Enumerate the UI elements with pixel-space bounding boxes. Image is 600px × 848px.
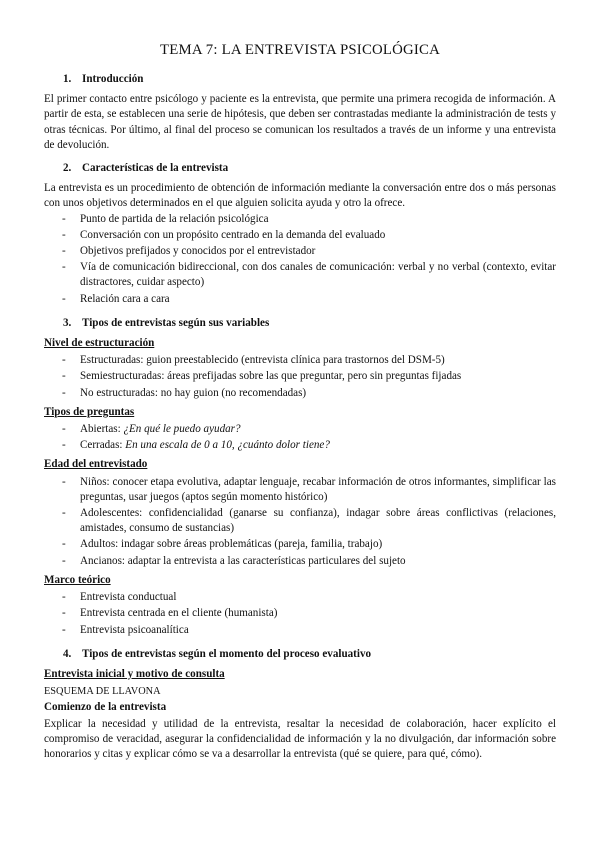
marco-list [44, 590, 556, 638]
list-item: - Niños: conocer etapa evolutiva, adaptar lenguaje, recabar información de otros informantes, simplificar las preguntas, usar juegos (aptos según momento histórico) [44, 475, 556, 505]
list-item: - Ancianos: adaptar la entrevista a las características particulares del sujeto [44, 554, 556, 569]
list-item: - Estructuradas: guion preestablecido (entrevista clínica para trastornos del DSM-5) [44, 353, 556, 368]
subheading-nivel: Nivel de estructuración [44, 337, 155, 350]
list-item [44, 422, 556, 437]
section-2-paragraph: La entrevista es un procedimiento de obtención de información mediante la conversación entre dos o más personas con unos objetivos determinados en el que alguien solicita ayuda y otro la ofrece. [44, 182, 556, 210]
section-number: 4. [63, 647, 72, 660]
list-item: - Punto de partida de la relación psicológica [44, 212, 556, 227]
page-title: TEMA 7: LA ENTREVISTA PSICOLÓGICA [160, 42, 440, 58]
section-1-heading [63, 72, 556, 87]
section-number: 1. [63, 73, 72, 85]
characteristics-list [44, 212, 556, 307]
list-item: - Adolescentes: confidencialidad (ganarse su confianza), indagar sobre áreas conflictivas (relaciones, amistades, consumo de sustancias) [44, 506, 556, 536]
list-item [44, 438, 556, 453]
item-label: Abiertas: [80, 423, 121, 436]
subheading-tipos: Tipos de preguntas [44, 405, 135, 418]
item-example: En una escala de 0 a 10, ¿cuánto dolor tiene? [125, 439, 330, 452]
tipos-list [44, 422, 556, 453]
subheading-marco: Marco teórico [44, 573, 111, 586]
item-example: ¿En qué le puedo ayudar? [123, 423, 241, 436]
section-number: 3. [63, 316, 72, 329]
comienzo-paragraph: Explicar la necesidad y utilidad de la entrevista, resaltar la necesidad de colaboración, hacer explícito el compromiso de veracidad, asegurar la confidencialidad de información y la no divulgación, dar información sobre honorarios y citas y explicar cómo se va a desarrollar la entrevista (qué se quiere, para qué, cómo). [44, 717, 556, 760]
list-item: - Entrevista conductual [44, 590, 556, 605]
section-4-heading [63, 647, 556, 662]
nivel-list [44, 353, 556, 401]
list-item: - No estructuradas: no hay guion (no recomendadas) [44, 386, 556, 401]
esquema-label: ESQUEMA DE LLAVONA [44, 686, 161, 698]
section-2-heading [63, 161, 556, 176]
list-item: - Relación cara a cara [44, 292, 556, 307]
section-number: 2. [63, 162, 72, 175]
subheading-comienzo: Comienzo de la entrevista [44, 701, 167, 714]
subheading-inicial: Entrevista inicial y motivo de consulta [44, 667, 225, 680]
list-item: - Vía de comunicación bidireccional, con dos canales de comunicación: verbal y no verbal (contexto, evitar distractores, cuidar aspecto) [44, 260, 556, 290]
list-item: - Conversación con un propósito centrado en la demanda del evaluado [44, 228, 556, 243]
list-item: - Entrevista psicoanalítica [44, 623, 556, 638]
section-3-heading [63, 316, 556, 331]
list-item: - Adultos: indagar sobre áreas problemáticas (pareja, familia, trabajo) [44, 537, 556, 552]
list-item: - Entrevista centrada en el cliente (humanista) [44, 606, 556, 621]
section-title: Tipos de entrevistas según el momento del proceso evaluativo [82, 647, 372, 660]
edad-list [44, 475, 556, 569]
item-label: Cerradas: [80, 439, 123, 452]
section-title: Introducción [82, 73, 144, 85]
subheading-edad: Edad del entrevistado [44, 458, 148, 471]
section-1-paragraph: El primer contacto entre psicólogo y paciente es la entrevista, que permite una primera recogida de información. A partir de esta, se establecen una serie de hipótesis, que deben ser contrastadas mediante la administración de tests y otras técnicas. Por último, al final del proceso se comunican los resultados a través de un informe y una entrevista de devolución. [44, 93, 556, 151]
section-title: Características de la entrevista [82, 162, 229, 175]
list-item: - Semiestructuradas: áreas prefijadas sobre las que preguntar, pero sin preguntas fijadas [44, 369, 556, 384]
list-item: - Objetivos prefijados y conocidos por el entrevistador [44, 244, 556, 259]
section-title: Tipos de entrevistas según sus variables [82, 316, 270, 329]
